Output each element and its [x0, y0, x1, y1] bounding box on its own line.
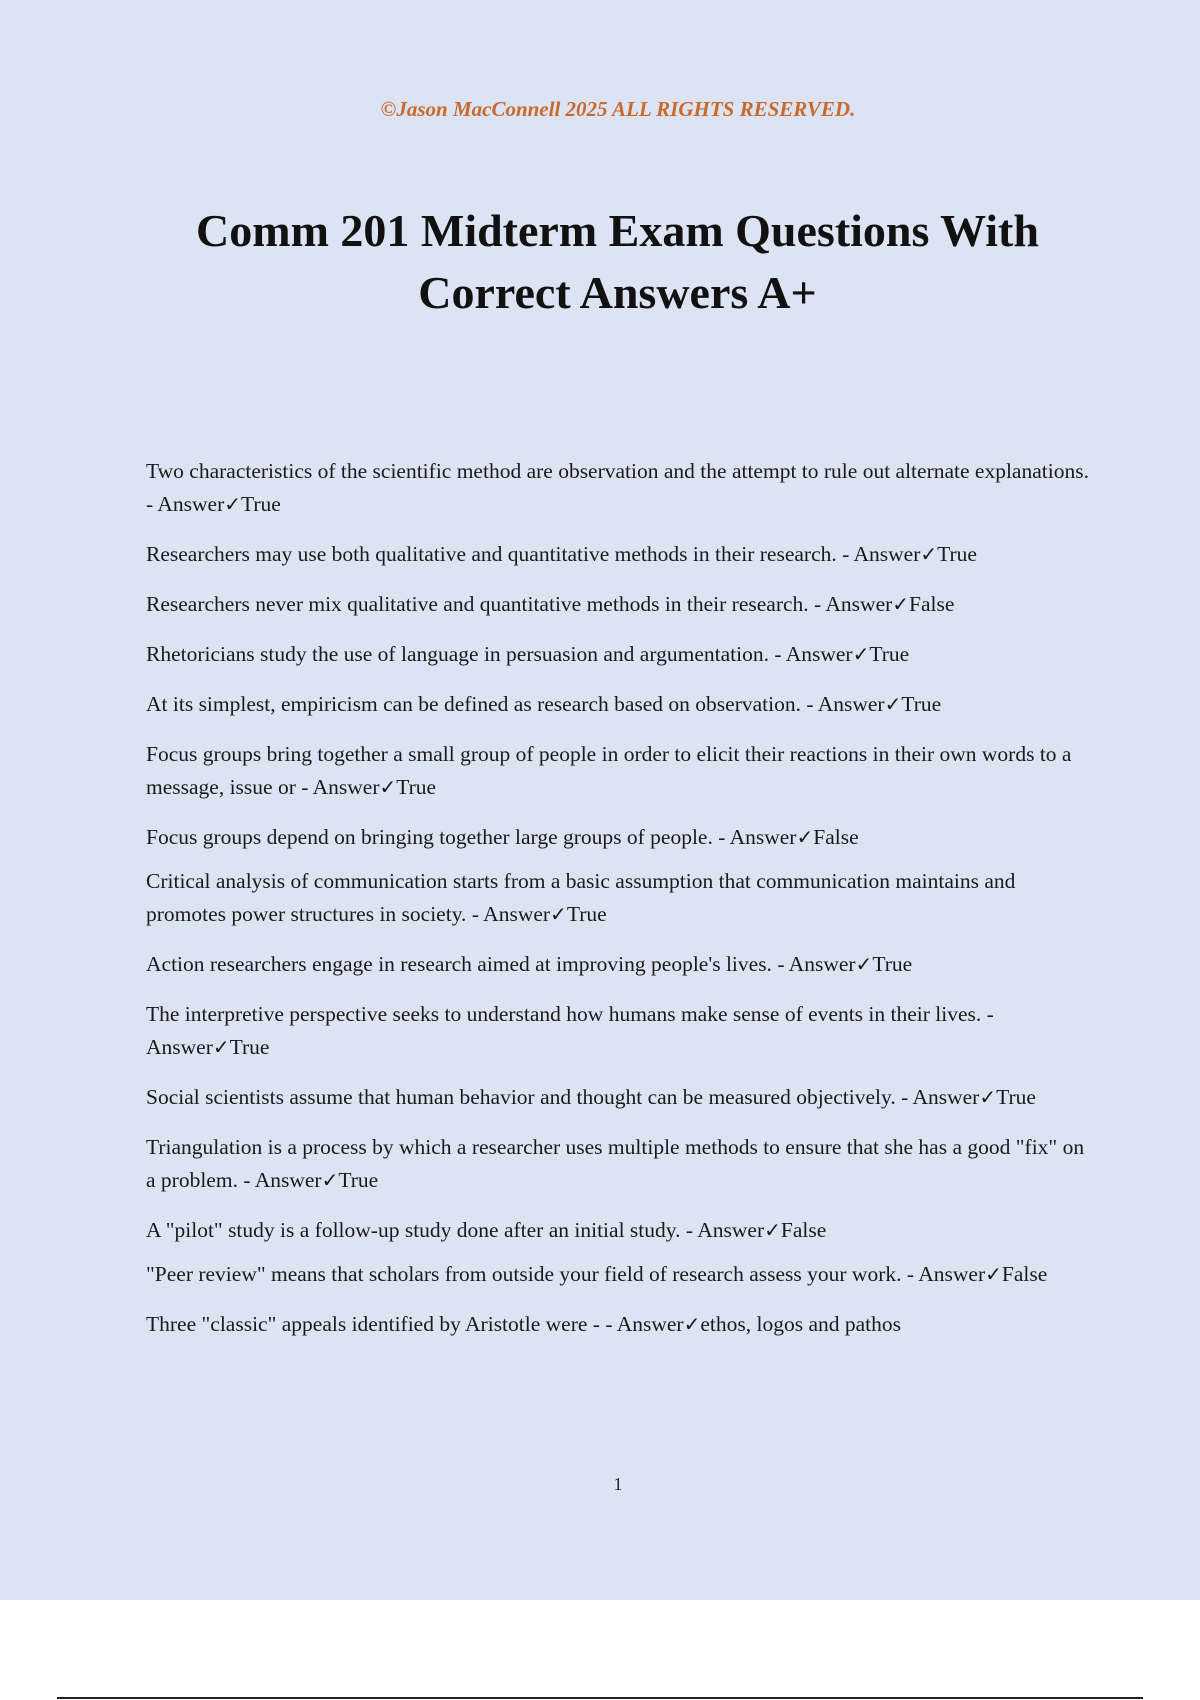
question-text: A "pilot" study is a follow-up study done after an initial study. — [146, 1218, 681, 1242]
answer-separator: - — [901, 1262, 919, 1286]
answer-label: Answer — [312, 775, 380, 799]
answer-label: Answer — [817, 692, 885, 716]
answer-text: True — [396, 775, 437, 799]
question-item — [146, 638, 1091, 671]
answer-separator: - — [712, 825, 730, 849]
checkmark-icon: ✓ — [764, 1218, 781, 1242]
question-item — [146, 1258, 1091, 1291]
checkmark-icon: ✓ — [321, 1168, 339, 1192]
answer-separator: - — [599, 1312, 617, 1336]
question-item — [146, 948, 1091, 981]
question-text: Researchers never mix qualitative and quantitative methods in their research. — [146, 592, 809, 616]
answer-text: True — [338, 1168, 379, 1192]
answer-separator: - — [836, 542, 854, 566]
checkmark-icon: ✓ — [852, 642, 870, 666]
answer-text: True — [937, 542, 977, 566]
answer-separator: - — [295, 775, 313, 799]
question-text: Triangulation is a process by which a researcher uses multiple methods to ensure that she has a good "fix" on a problem. — [146, 1135, 1085, 1192]
checkmark-icon: ✓ — [884, 692, 902, 716]
question-item — [146, 1081, 1091, 1114]
question-item — [146, 1131, 1091, 1197]
question-item — [146, 688, 1091, 721]
checkmark-icon: ✓ — [224, 492, 241, 516]
answer-separator: - — [237, 1168, 255, 1192]
checkmark-icon: ✓ — [892, 592, 910, 616]
answer-text: True — [241, 492, 281, 516]
checkmark-icon: ✓ — [985, 1262, 1002, 1286]
checkmark-icon: ✓ — [855, 952, 873, 976]
question-item — [146, 538, 1091, 571]
page-title: Comm 201 Midterm Exam Questions With Correct Answers A+ — [196, 205, 1039, 318]
answer-text: False — [1001, 1262, 1048, 1286]
answer-label: Answer — [616, 1312, 684, 1336]
answer-label: Answer — [254, 1168, 322, 1192]
answer-text: False — [813, 825, 859, 849]
answer-separator: - — [680, 1218, 698, 1242]
answer-separator: - — [895, 1085, 913, 1109]
answer-text: True — [872, 952, 913, 976]
answer-label: Answer — [483, 902, 551, 926]
answer-label: Answer — [146, 1035, 213, 1059]
answer-text: True — [996, 1085, 1036, 1109]
question-item — [146, 1308, 1091, 1341]
answer-text: False — [780, 1218, 827, 1242]
checkmark-icon: ✓ — [683, 1312, 701, 1336]
question-text: Focus groups depend on bringing together large groups of people. — [146, 825, 713, 849]
page-number: 1 — [613, 1474, 623, 1494]
question-item — [146, 821, 1091, 854]
copyright-notice: ©Jason MacConnell 2025 ALL RIGHTS RESERVED. — [380, 97, 856, 121]
question-item — [146, 588, 1091, 621]
question-item — [146, 998, 1091, 1064]
answer-separator: - — [981, 1002, 994, 1026]
answer-separator: - — [466, 902, 484, 926]
answer-text: True — [901, 692, 942, 716]
question-text: Three "classic" appeals identified by Aristotle were - — [146, 1312, 600, 1336]
answer-separator: - — [808, 592, 826, 616]
question-text: Social scientists assume that human behavior and thought can be measured objectively. — [146, 1085, 896, 1109]
question-text: Focus groups bring together a small group of people in order to elicit their reactions in their own words to a message, issue or — [146, 742, 1072, 799]
checkmark-icon: ✓ — [379, 775, 397, 799]
question-text: Two characteristics of the scientific method are observation and the attempt to rule out alternate explanations. — [146, 459, 1089, 483]
question-item — [146, 455, 1091, 521]
question-text: The interpretive perspective seeks to understand how humans make sense of events in their lives. — [146, 1002, 982, 1026]
answer-label: Answer — [918, 1262, 986, 1286]
answer-text: True — [229, 1035, 270, 1059]
answer-separator: - — [768, 642, 786, 666]
answer-separator: - — [771, 952, 789, 976]
answer-separator: - — [800, 692, 818, 716]
question-item — [146, 1214, 1091, 1247]
checkmark-icon: ✓ — [796, 825, 814, 849]
answer-separator: - — [146, 492, 158, 516]
answer-label: Answer — [157, 492, 225, 516]
page-divider — [57, 1697, 1143, 1699]
question-item — [146, 865, 1091, 931]
checkmark-icon: ✓ — [920, 542, 938, 566]
question-item — [146, 738, 1091, 804]
answer-label: Answer — [697, 1218, 765, 1242]
answer-label: Answer — [788, 952, 856, 976]
checkmark-icon: ✓ — [212, 1035, 230, 1059]
answer-label: Answer — [912, 1085, 980, 1109]
question-list — [146, 455, 1091, 1341]
answer-text: True — [869, 642, 910, 666]
answer-label: Answer — [785, 642, 853, 666]
question-text: Action researchers engage in research aimed at improving people's lives. — [146, 952, 772, 976]
answer-text: False — [909, 592, 955, 616]
question-text: At its simplest, empiricism can be defined as research based on observation. — [146, 692, 801, 716]
question-text: Rhetoricians study the use of language in persuasion and argumentation. — [146, 642, 769, 666]
question-text: Researchers may use both qualitative and quantitative methods in their research. — [146, 542, 837, 566]
question-text: "Peer review" means that scholars from outside your field of research assess your work. — [146, 1262, 902, 1286]
answer-label: Answer — [825, 592, 893, 616]
answer-text: True — [566, 902, 607, 926]
answer-label: Answer — [853, 542, 921, 566]
answer-label: Answer — [729, 825, 797, 849]
checkmark-icon: ✓ — [979, 1085, 997, 1109]
checkmark-icon: ✓ — [550, 902, 567, 926]
answer-text: ethos, logos and pathos — [700, 1312, 901, 1336]
question-text: Critical analysis of communication starts from a basic assumption that communication maintains and promotes power structures in society. — [146, 869, 1016, 926]
